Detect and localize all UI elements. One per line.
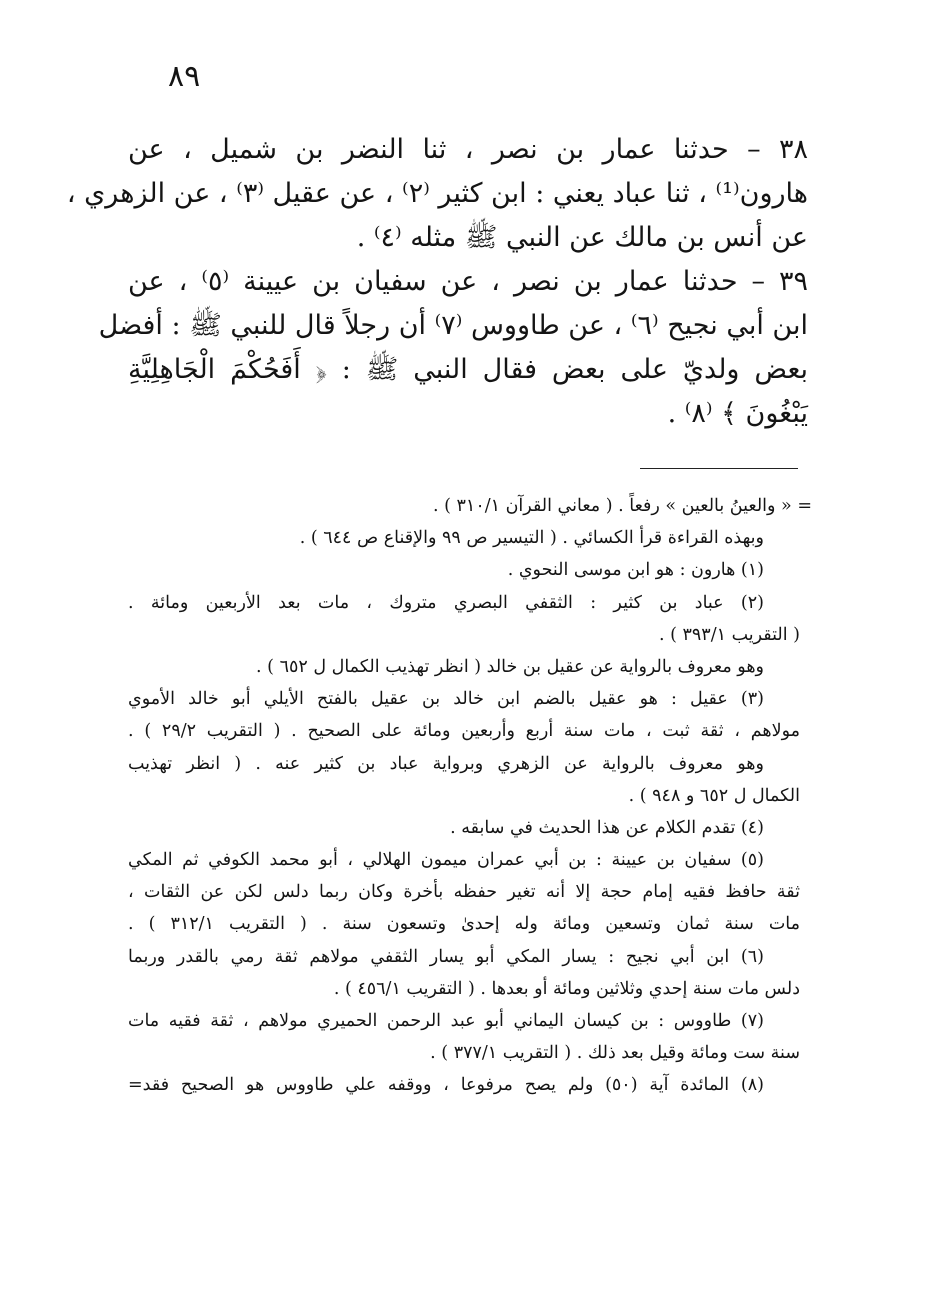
footnote-line: وهو معروف بالرواية عن عقيل بن خالد ( انظر تهذيب الكمال ل ٦٥٢ ) . [256,656,764,677]
footnote-line: مولاهم ، ثقة ثبت ، مات سنة أربع وأربعين ومائة على الصحيح . ( التقريب ٢٩/٢ ) . [128,721,801,742]
footnote-line: الكمال ل ٦٥٢ و ٩٤٨ ) . [628,785,800,806]
footnote-line: سنة ست ومائة وقيل بعد ذلك . ( التقريب ٣٧٧/١ ) . [430,1043,800,1064]
main-text-line: ٣٨ – حدثنا عمار بن نصر ، ثنا النضر بن شميل ، عن [128,134,808,165]
footnote-line: (١) هارون : هو ابن موسى النحوي . [507,560,764,581]
main-text-line: بعض ولديّ على بعض فقال النبي ﷺ : ﴿ أَفَحُكْمَ الْجَاهِلِيَّةِ [128,354,808,385]
footnote-line: (٣) عقيل : هو عقيل بالضم ابن خالد بن عقيل بالفتح الأيلي أبو خالد الأموي [128,689,764,710]
page-number: ٨٩ [168,59,201,94]
footnote-line: دلس مات سنة إحدي وثلاثين ومائة أو بعدها . ( التقريب ٤٥٦/١ ) . [333,978,800,999]
main-text-line: ٣٩ – حدثنا عمار بن نصر ، عن سفيان بن عيينة ⁽٥⁾ ، عن [128,266,808,297]
footnote-line: = « والعينُ بالعين » رفعاً . ( معاني القرآن ٣١٠/١ ) . [433,496,812,516]
footnote-line: (٢) عباد بن كثير : الثقفي البصري متروك ، مات بعد الأربعين ومائة . [128,592,764,613]
main-text-line: يَبْغُونَ ﴾ ⁽٨⁾ . [667,398,808,429]
main-text-line: ابن أبي نجيح ⁽٦⁾ ، عن طاووس ⁽٧⁾ أن رجلاً قال للنبي ﷺ : أفضل [98,310,808,341]
footnote-line: وهو معروف بالرواية عن الزهري وبرواية عباد بن كثير عنه . ( انظر تهذيب [128,753,764,774]
main-text-line: عن أنس بن مالك عن النبي ﷺ مثله ⁽٤⁾ . [356,222,808,253]
footnote-line: (٧) طاووس : بن كيسان اليماني أبو عبد الرحمن الحميري مولاهم ، ثقة فقيه مات [128,1011,764,1031]
main-text [66,128,808,436]
footnote-line: وبهذه القراءة قرأ الكسائي . ( التيسير ص ٩٩ والإقناع ص ٦٤٤ ) . [299,528,764,549]
footnote-line: مات سنة ثمان وتسعين ومائة وله إحدىٰ وتسعون سنة . ( التقريب ٣١٢/١ ) . [128,914,800,935]
footnote-line: ( التقريب ٣٩٣/١ ) . [658,624,800,645]
footnotes [128,490,812,1102]
footnote-line: (٤) تقدم الكلام عن هذا الحديث في سابقه . [450,817,764,838]
footnote-line: (٨) المائدة آية (٥٠) ولم يصح مرفوعا ، ووقفه علي طاووس هو الصحيح فقد= [128,1075,764,1096]
footnote-line: (٥) سفيان بن عيينة : بن أبي عمران ميمون الهلالي ، أبو محمد الكوفي ثم المكي [128,850,764,871]
footnote-line: (٦) ابن أبي نجيح : يسار المكي أبو يسار الثقفي مولاهم ثقة رمي بالقدر وربما [128,946,764,967]
main-text-line: هارون⁽¹⁾ ، ثنا عباد يعني : ابن كثير ⁽٢⁾ ، عن عقيل ⁽٣⁾ ، عن الزهري ، [66,178,808,209]
footnote-line: ثقة حافظ فقيه إمام حجة إلا أنه تغير حفظه بأخرة وكان ربما دلس لكن عن الثقات ، [128,882,800,903]
footnote-separator [640,468,798,469]
